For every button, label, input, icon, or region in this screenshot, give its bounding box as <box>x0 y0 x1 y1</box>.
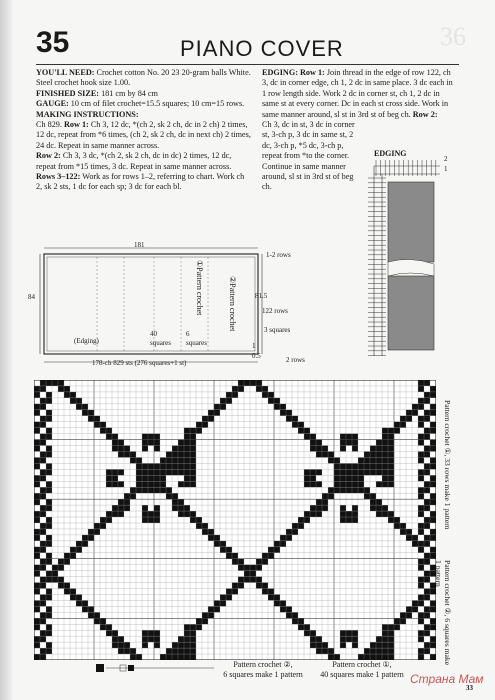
squares-40-label: 40 squares <box>150 330 171 347</box>
pattern-crochet-2-label: ②Pattern crochet <box>228 276 237 332</box>
row2-label: Row 2: <box>36 151 61 161</box>
making-label: MAKING INSTRUCTIONS: <box>36 109 139 119</box>
rows3-text: Work as for rows 1–2, referring to chart. Work ch 2, sk 2 sts, 1 dc for each sp; 3 dc for each bl. <box>36 172 245 192</box>
schematic-diagram <box>36 240 276 375</box>
row2-text: Ch 3, 3 dc, *(ch 2, sk 2 ch, dc in dc) 2 times, 12 dc, repeat from *15 times, 3 dc. Repeat in same manner across. <box>36 151 232 171</box>
edging-text: Join thread in the edge of row 122, ch 3, dc in corner edge, ch 1, 2 dc in same place. 3 dc each in 1 row length side. Work 2 dc in corner st, ch 1, 2 dc in same st at every corner. Dc in each st cross side. Work in same manner around, sl st in 3rd st of beg ch. <box>262 68 453 119</box>
chart-side-label-1: Pattern crochet ①, 33 rows make 1 pattern <box>443 400 452 530</box>
dim-815-label: 81.5 <box>255 292 268 300</box>
row1-text: Ch 3, 12 dc, *(ch 2, sk 2 ch, dc in 2 ch) 2 times, 12 dc, repeat from *6 times, (ch 2, sk 2 ch, dc in next ch) 2 times, 24 dc. Repeat in same manner across. <box>36 120 251 150</box>
materials-label: YOU'LL NEED: <box>36 68 95 77</box>
watermark: Страна Мам <box>410 672 484 686</box>
edging-row2-label: Row 2: <box>412 109 438 119</box>
materials-paragraph <box>36 68 252 89</box>
gauge-paragraph <box>36 99 252 109</box>
row1-label: Row 1: <box>63 120 89 130</box>
chain-text: Ch 829. <box>36 120 64 130</box>
page-binding <box>0 0 12 700</box>
squares-3-label: 3 squares <box>264 326 291 334</box>
chart-footer-left <box>218 660 308 680</box>
footer-right-line2: 40 squares make 1 pattern <box>320 670 404 679</box>
chart-footer-right <box>310 660 414 680</box>
rows-1-2-label: 1-2 rows <box>266 251 291 259</box>
page-number: 35 <box>36 26 70 59</box>
row2-paragraph <box>36 151 252 172</box>
rows3-paragraph <box>36 172 252 193</box>
rows-2-label: 2 rows <box>286 356 305 364</box>
gauge-text: 10 cm of filet crochet=15.5 squares; 10 cm=15 rows. <box>68 99 245 109</box>
title-rule <box>36 64 459 65</box>
height-label: 84 <box>28 293 35 301</box>
edging-row-2-marker: 2 <box>444 155 448 163</box>
edging-diagram-title: EDGING <box>374 149 407 158</box>
dim-1-label: 1 <box>252 342 256 350</box>
rows-122-label: 122 rows <box>262 307 288 315</box>
ghost-page-number: 36 <box>440 22 466 51</box>
instructions-left-column <box>36 68 252 193</box>
edging-stitch-diagram <box>340 156 442 368</box>
edging-label: EDGING: Row 1: <box>262 68 325 77</box>
edging-row-1-marker: 1 <box>444 165 448 173</box>
squares-6-label: 6 squares <box>186 330 207 347</box>
dim-05-label: 0.5 <box>252 352 261 360</box>
chart-side-label-2: Pattern crochet ②, 6 squares make 1 pattern <box>434 560 452 666</box>
making-heading <box>36 110 252 120</box>
width-label: 181 <box>134 241 145 249</box>
size-label: FINISHED SIZE: <box>36 88 100 98</box>
footer-right-line1: Pattern crochet ①, <box>332 660 392 669</box>
edging-paragraph <box>262 68 458 120</box>
page-title: PIANO COVER <box>180 36 344 61</box>
size-paragraph <box>36 89 252 99</box>
bottom-count-label: 178-ch 829 sts (276 squares+1 st) <box>92 359 187 367</box>
corner-number: 33 <box>466 684 473 692</box>
gauge-label: GAUGE: <box>36 99 69 109</box>
footer-arrow-icon <box>96 662 216 676</box>
edging-row2-text: Ch 3, dc in st, 3 dc in corner st, 3-ch p, 3 dc in same st, 2 dc, 3-ch p, *5 dc, 3-ch p, repeat from *to the corner. Continue in same manner around, sl st in 3rd st of beg ch. <box>262 120 355 192</box>
materials-text: Crochet cotton No. 20 23 20-gram balls White. Steel crochet hook size 1.00. <box>36 68 251 88</box>
pattern-crochet-1-label: ①Pattern crochet <box>195 260 204 316</box>
size-text: 181 cm by 84 cm <box>99 88 158 98</box>
footer-left-line1: Pattern crochet ②, <box>233 660 293 669</box>
row1-paragraph <box>36 120 252 151</box>
edging-schematic-label: (Edging) <box>74 337 99 345</box>
rows3-label: Rows 3–122: <box>36 172 81 182</box>
footer-left-line2: 6 squares make 1 pattern <box>223 670 303 679</box>
filet-pattern-chart <box>34 380 436 660</box>
